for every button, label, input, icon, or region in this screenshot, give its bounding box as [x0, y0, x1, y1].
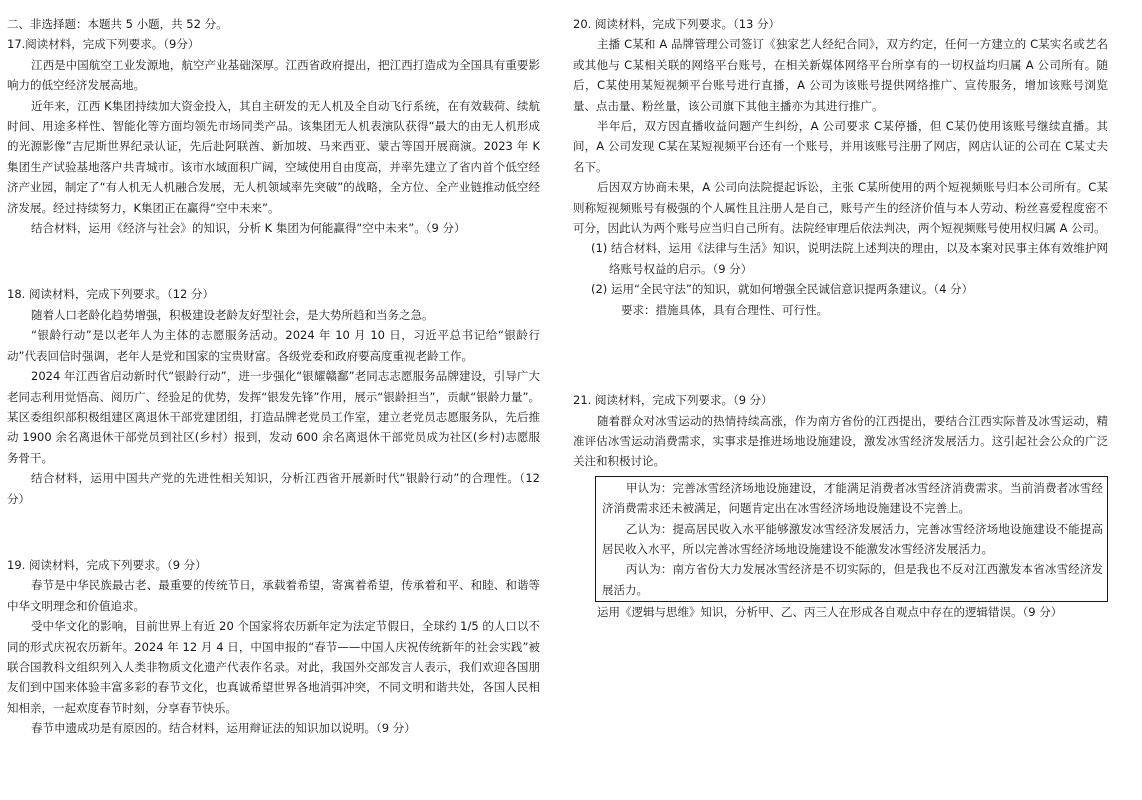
opinion-bing: 丙认为：南方省份大力发展冰雪经济是不切实际的，但是我也不反对江西激发本省冰雪经济发展活力。 [602, 562, 1103, 597]
question-18-title: 18. 阅读材料，完成下列要求。（12 分） [7, 287, 214, 302]
question-19-paragraph-1: 春节是中华民族最古老、最重要的传统节日，承载着希望，寄寓着希望，传承着和平、和睦、和谐等中华文明理念和价值追求。 [7, 578, 540, 613]
left-column [7, 14, 540, 739]
spacer [573, 320, 1108, 390]
question-17-paragraph-2: 近年来，江西 K集团持续加大资金投入，其自主研发的无人机及全自动飞行系统，在有效载荷、续航时间、用途多样性、智能化等方面均领先市场同类产品。该集团无人机表演队获得“最大的由无人机形成的光源影像”吉尼斯世界纪录认证，先后赴阿联酋、新加坡、马来西亚、蒙古等国开展商演。2023 年 K 集团生产试验基地落户共青城市。该市水域面积广阔，空域使用自由度高，并率先建立了省内首个低空经济产业园，制定了“有人机无人机融合发展，无人机领域率先突破”的战略，全方位、全产业链推动低空经济发展。经过持续努力，K集团正在赢得“空中未来”。 [7, 98, 540, 215]
question-20-requirement: 要求：措施具体，具有合理性、可行性。 [621, 302, 828, 317]
question-21 [573, 390, 1108, 622]
question-17 [7, 34, 540, 238]
question-20-paragraph-1: 主播 C某和 A 品牌管理公司签订《独家艺人经纪合同》，双方约定，任何一方建立的 C某实名或艺名或其他与 C某相关联的网络平台账号，在相关新媒体网络平台所享有的一切权益均归属 A 公司所有。随后，C某使用某短视频平台账号进行直播，A 公司为该账号提供网络推广、宣传服务，增加该账号浏览量、点击量、粉丝量，该公司旗下其他主播亦为其进行推广。 [573, 37, 1108, 113]
question-18-task: 结合材料，运用中国共产党的先进性相关知识，分析江西省开展新时代“银龄行动”的合理性。（12 分） [7, 471, 540, 506]
question-18-paragraph-2: “银龄行动”是以老年人为主体的志愿服务活动。2024 年 10 月 10 日，习近平总书记给“银龄行动”代表回信时强调，老年人是党和国家的宝贵财富。各级党委和政府要高度重视老龄工作。 [7, 328, 540, 363]
question-18-paragraph-3: 2024 年江西省启动新时代“银龄行动”，进一步强化“银耀赣鄱”老同志志愿服务品牌建设，引导广大老同志利用觉悟高、阅历广、经验足的优势，发挥“银发先锋”作用，展示“银龄担当”，贡献“银龄力量”。某区委组织部积极组建区离退休干部党建团组，打造品牌老党员工作室，建立老党员志愿服务队，先后推动 1900 余名离退休干部党员到社区(乡村）报到，发动 600 余名离退休干部党员成为社区(乡村)志愿服务骨干。 [7, 369, 540, 465]
question-17-title: 17.阅读材料，完成下列要求。（9分） [7, 37, 200, 52]
spacer [7, 509, 540, 555]
section-header: 二、非选择题：本题共 5 小题，共 52 分。 [7, 17, 228, 31]
opinion-jia: 甲认为：完善冰雪经济场地设施建设，才能满足消费者冰雪经济消费需求。当前消费者冰雪经济消费需求还未被满足，问题肯定出在冰雪经济场地设施建设不完善上。 [602, 480, 1103, 516]
question-18 [7, 284, 540, 508]
question-20-subquestion-1: (1) 结合材料，运用《法律与生活》知识，说明法院上述判决的理由，以及本案对民事主体有效维护网络账号权益的启示。（9 分） [591, 241, 1108, 276]
opinion-yi: 乙认为：提高居民收入水平能够激发冰雪经济发展活力，完善冰雪经济场地设施建设不能提高居民收入水平，所以完善冰雪经济场地设施建设不能激发冰雪经济发展活力。 [602, 521, 1103, 556]
question-20-title: 20. 阅读材料，完成下列要求。（13 分） [573, 17, 780, 31]
question-19-task: 春节申遗成功是有原因的。结合材料，运用辩证法的知识加以说明。（9 分） [31, 721, 416, 736]
question-21-paragraph-1: 随着群众对冰雪运动的热情持续高涨，作为南方省份的江西提出，要结合江西实际普及冰雪运动，精准评估冰雪运动消费需求，实事求是推进场地设施建设，激发冰雪经济发展活力。这引起社会公众的广泛关注和积极讨论。 [573, 413, 1108, 469]
question-21-task: 运用《逻辑与思维》知识，分析甲、乙、丙三人在形成各自观点中存在的逻辑错误。（9 分） [597, 605, 1063, 620]
opinions-box [595, 476, 1108, 602]
question-20-paragraph-2: 半年后，双方因直播收益问题产生纠纷，A 公司要求 C某停播，但 C某仍使用该账号继续直播。其间，A 公司发现 C某在某短视频平台还有一个账号，并用该账号注册了网店，网店认证的公司在 C某丈夫名下。 [573, 119, 1108, 174]
question-18-paragraph-1: 随着人口老龄化趋势增强，积极建设老龄友好型社会，是大势所趋和当务之急。 [31, 307, 434, 322]
question-19-paragraph-2: 受中华文化的影响，目前世界上有近 20 个国家将农历新年定为法定节假日，全球约 1/5 的人口以不同的形式庆祝农历新年。2024 年 12 月 4 日，中国申报的“春节——中国人庆祝传统新年的社会实践”被联合国教科文组织列入人类非物质文化遗产代表作名录。对此，我国外交部发言人表示，我们欢迎各国朋友们到中国来体验丰富多彩的春节文化，也真诚希望世界各地消弭冲突，不同文明和谐共处，各国人民相知相亲，一起欢度春节时刻，分享春节快乐。 [7, 619, 540, 715]
question-17-paragraph-1: 江西是中国航空工业发源地，航空产业基础深厚。江西省政府提出，把江西打造成为全国具有重要影响力的低空经济发展高地。 [7, 57, 540, 93]
right-column [573, 14, 1108, 623]
question-19 [7, 555, 540, 739]
question-20 [573, 14, 1108, 320]
question-20-paragraph-3: 后因双方协商未果，A 公司向法院提起诉讼，主张 C某所使用的两个短视频账号归本公司所有。C某则称短视频账号有极强的个人属性且注册人是自己，账号产生的经济价值与本人劳动、粉丝喜爱程度密不可分，因此认为两个账号应当归自己所有。法院经审理后依法判决，两个短视频账号使用权归属 A 公司。 [573, 180, 1108, 236]
question-17-task: 结合材料，运用《经济与社会》的知识，分析 K 集团为何能赢得“空中未来”。（9 分） [31, 221, 466, 236]
spacer [7, 238, 540, 284]
question-21-title: 21. 阅读材料，完成下列要求。（9 分） [573, 393, 773, 408]
question-20-subquestion-2: (2) 运用“全民守法”的知识，就如何增强全民诚信意识提两条建议。（4 分） [591, 282, 974, 297]
question-19-title: 19. 阅读材料，完成下列要求。（9 分） [7, 557, 207, 572]
